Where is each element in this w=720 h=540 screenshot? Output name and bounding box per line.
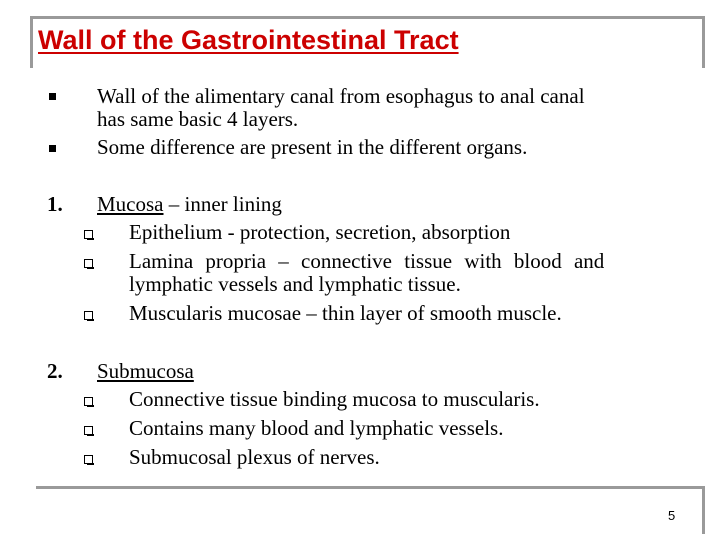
section-1-heading: Mucosa bbox=[97, 192, 164, 216]
title-frame-left-rule bbox=[30, 16, 33, 68]
mucosa-item-2-line2: lymphatic vessels and lymphatic tissue. bbox=[129, 272, 461, 296]
hollow-square-bullet-icon bbox=[84, 426, 93, 435]
footer-rule bbox=[36, 486, 705, 489]
section-1-heading-line bbox=[97, 194, 282, 215]
footer-right-rule bbox=[702, 486, 705, 534]
submucosa-item-2: Contains many blood and lymphatic vessels. bbox=[129, 416, 504, 440]
submucosa-item-1: Connective tissue binding mucosa to muscularis. bbox=[129, 387, 540, 411]
square-bullet-icon bbox=[49, 145, 56, 152]
submucosa-item-3: Submucosal plexus of nerves. bbox=[129, 445, 380, 469]
intro-bullet-1-line1: Wall of the alimentary canal from esophagus to anal canal bbox=[97, 84, 585, 108]
hollow-square-bullet-icon bbox=[84, 455, 93, 464]
hollow-square-bullet-icon bbox=[84, 230, 93, 239]
mucosa-item-3: Muscularis mucosae – thin layer of smooth muscle. bbox=[129, 301, 562, 325]
square-bullet-icon bbox=[49, 93, 56, 100]
section-1-number: 1. bbox=[47, 192, 63, 216]
mucosa-item-1: Epithelium - protection, secretion, absorption bbox=[129, 220, 511, 244]
page-number: 5 bbox=[668, 508, 676, 523]
mucosa-item-2-line1 bbox=[129, 251, 665, 272]
section-2-heading-line bbox=[97, 361, 194, 382]
section-1-heading-rest: – inner lining bbox=[163, 192, 282, 216]
intro-bullet-2: Some difference are present in the different organs. bbox=[97, 135, 528, 159]
section-2-heading: Submucosa bbox=[97, 359, 194, 383]
hollow-square-bullet-icon bbox=[84, 311, 93, 320]
mucosa-item-2-line1-text: Lamina propria – connective tissue with blood and bbox=[129, 249, 605, 273]
title-frame-right-rule bbox=[702, 16, 705, 68]
hollow-square-bullet-icon bbox=[84, 259, 93, 268]
title-frame-top-rule bbox=[30, 16, 705, 19]
section-2-number: 2. bbox=[47, 359, 63, 383]
slide-title: Wall of the Gastrointestinal Tract bbox=[38, 25, 459, 55]
hollow-square-bullet-icon bbox=[84, 397, 93, 406]
intro-bullet-1-line2: has same basic 4 layers. bbox=[97, 107, 299, 131]
